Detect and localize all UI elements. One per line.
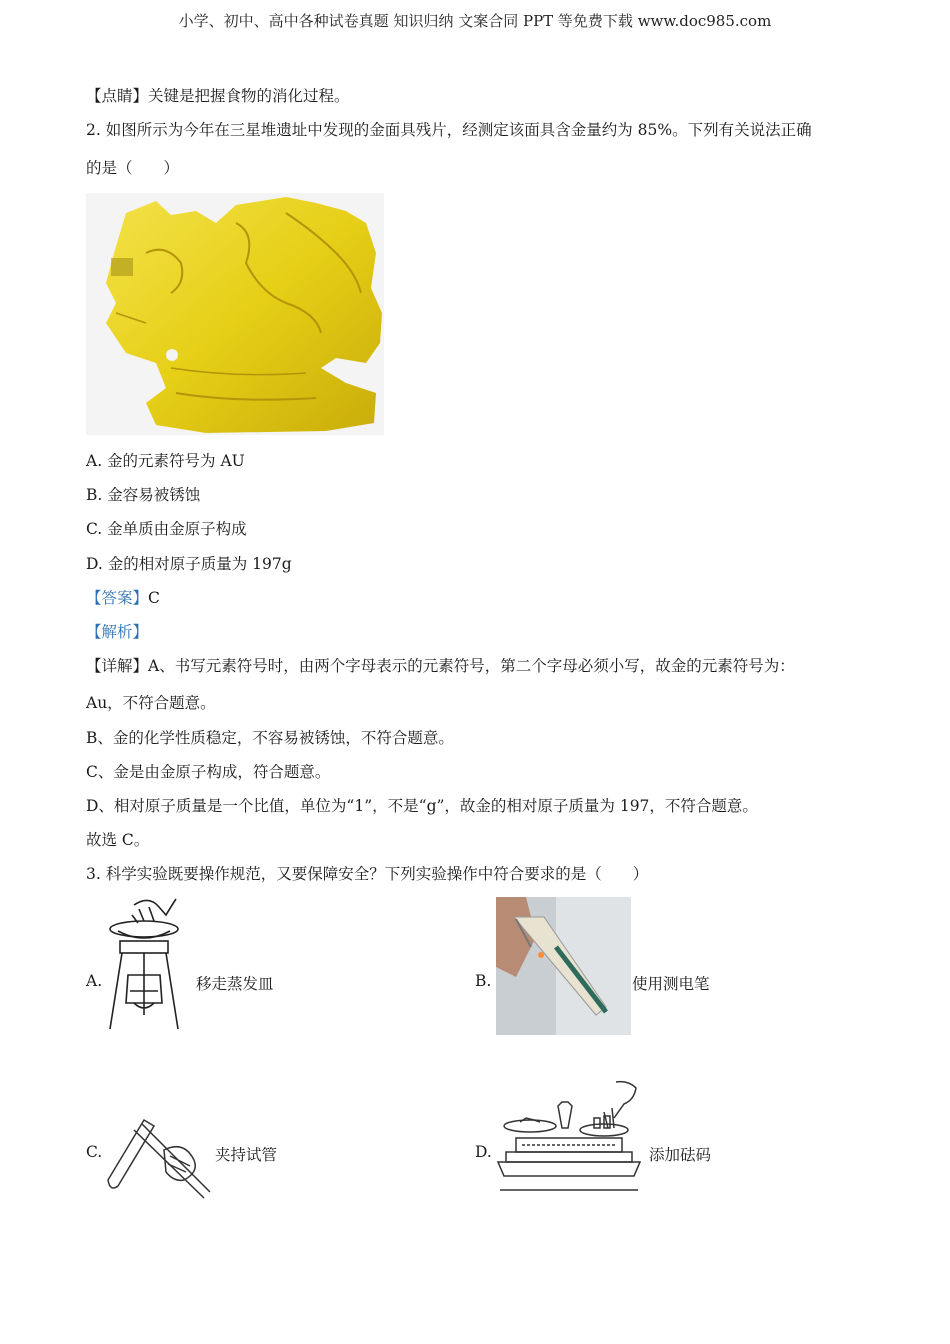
q2-option-d: D. 金的相对原子质量为 197g: [86, 555, 292, 573]
balance-scale-image: [496, 1078, 642, 1194]
q2-detail-d: D、相对原子质量是一个比值，单位为“1”，不是“g”，故金的相对原子质量为 197，不符合题意。: [86, 797, 758, 815]
q2-option-b: B. 金容易被锈蚀: [86, 486, 201, 504]
q1-point-note: 【点睛】关键是把握食物的消化过程。: [86, 87, 350, 105]
answer-label: 【答案】: [86, 589, 149, 607]
q3-option-a-label: 移走蒸发皿: [196, 975, 274, 993]
q3-option-c-letter: C.: [86, 1143, 103, 1161]
q3-option-a-letter: A.: [86, 972, 103, 990]
q2-conclusion: 故选 C。: [86, 831, 150, 849]
q2-option-a: A. 金的元素符号为 AU: [86, 452, 245, 470]
q2-answer: [86, 587, 160, 609]
q2-detail-c: C、金是由金原子构成，符合题意。: [86, 763, 331, 781]
q2-stem-line1: 2. 如图所示为今年在三星堆遗址中发现的金面具残片，经测定该面具含金量约为 85%。下列有关说法正确: [86, 121, 812, 139]
q2-detail-b: B、金的化学性质稳定，不容易被锈蚀，不符合题意。: [86, 729, 454, 747]
q2-stem-line2: 的是（ ）: [86, 159, 180, 177]
q3-option-c-label: 夹持试管: [215, 1146, 278, 1164]
page-header: 小学、初中、高中各种试卷真题 知识归纳 文案合同 PPT 等免费下载 www.doc985.com: [178, 12, 772, 30]
gold-mask-image: [86, 193, 384, 435]
q2-detail-line1: 【详解】A、书写元素符号时，由两个字母表示的元素符号，第二个字母必须小写，故金的元素符号为：: [86, 657, 795, 675]
q2-option-c: C. 金单质由金原子构成: [86, 520, 247, 538]
q3-option-b-letter: B.: [475, 972, 492, 990]
q2-analysis-label: 【解析】: [86, 623, 149, 641]
q3-option-d-letter: D.: [475, 1143, 492, 1161]
answer-value: C: [148, 589, 160, 607]
evaporating-dish-image: [104, 895, 184, 1035]
test-tube-holder-image: [104, 1110, 214, 1200]
q3-option-b-label: 使用测电笔: [632, 975, 710, 993]
q3-stem: 3. 科学实验既要操作规范，又要保障安全？下列实验操作中符合要求的是（ ）: [86, 865, 649, 883]
q2-detail-line2: Au，不符合题意。: [86, 694, 216, 712]
q3-option-d-label: 添加砝码: [649, 1146, 712, 1164]
test-pen-image: [496, 897, 631, 1035]
